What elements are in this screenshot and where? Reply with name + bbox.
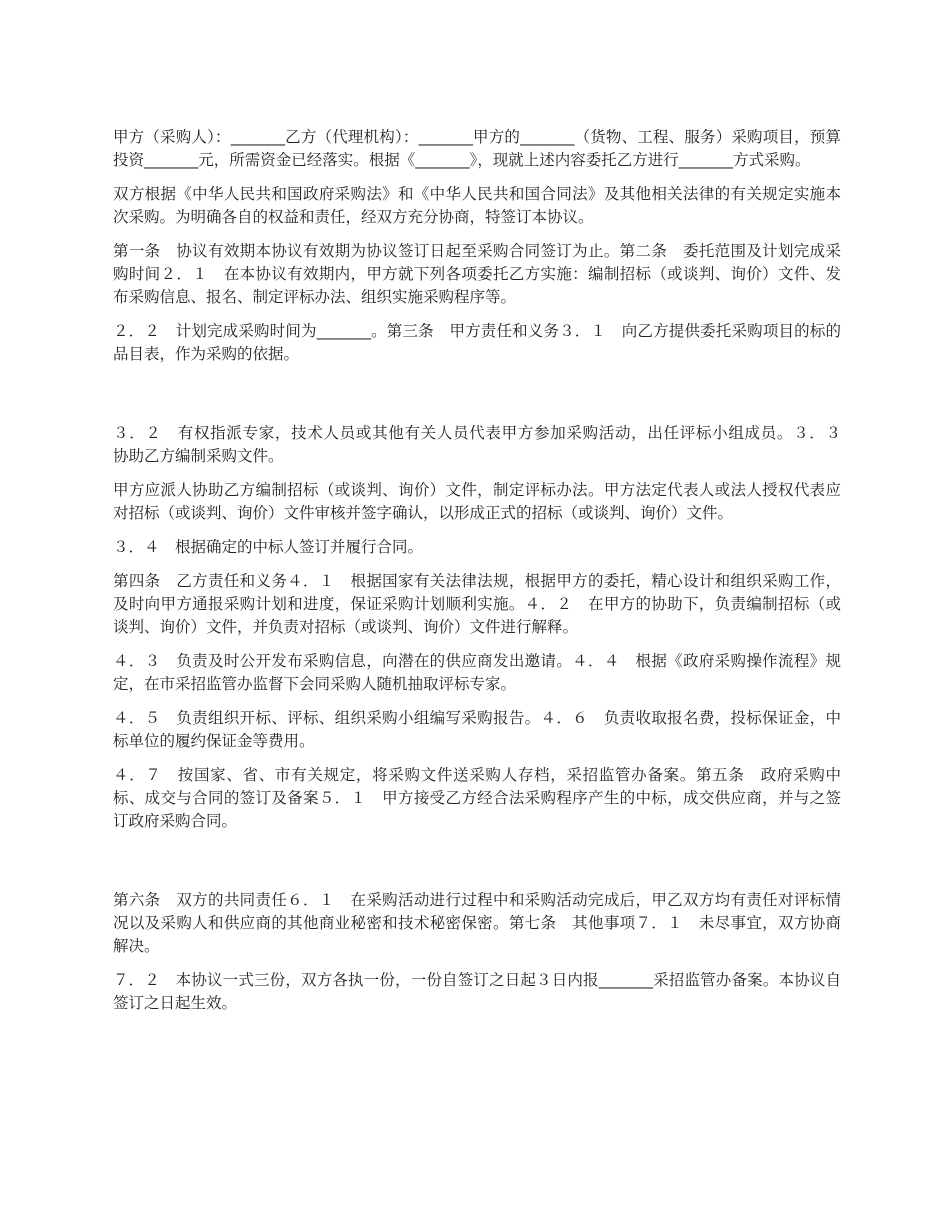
paragraph-article-6-7: 第六条 双方的共同责任６．１ 在采购活动进行过程中和采购活动完成后，甲乙双方均有责任对评标情况以及采购人和供应商的其他商业秘密和技术秘密保密。第七条 其他事项７．１ 未尽事宜，双方协商解决。 bbox=[113, 891, 841, 955]
paragraph-article-3-1: ２．２ 计划完成采购时间为_______。第三条 甲方责任和义务３．１ 向乙方提供委托采购项目的标的品目表，作为采购的依据。 bbox=[113, 322, 841, 363]
paragraph-article-4-3: ４．３ 负责及时公开发布采购信息，向潜在的供应商发出邀请。４．４ 根据《政府采购操作流程》规定，在市采招监管办监督下会同采购人随机抽取评标专家。 bbox=[113, 652, 841, 693]
paragraph-article-4-7: ４．７ 按国家、省、市有关规定，将采购文件送采购人存档，采招监管办备案。第五条 政府采购中标、成交与合同的签订及备案５．１ 甲方接受乙方经合法采购程序产生的中标，成交供应商，并与之签订政府采购合同。 bbox=[113, 766, 841, 830]
paragraph-article-3-2: ３．２ 有权指派专家，技术人员或其他有关人员代表甲方参加采购活动，出任评标小组成员。３．３ 协助乙方编制采购文件。 bbox=[113, 424, 857, 465]
paragraph-parties: 甲方（采购人）：_______乙方（代理机构）：_______甲方的_______（货物、工程、服务）采购项目，预算投资_______元，所需资金已经落实。根据《_______》，现就上述内容委托乙方进行_______方式采购。 bbox=[113, 128, 841, 169]
paragraph-article-1-2: 第一条 协议有效期本协议有效期为协议签订日起至采购合同签订为止。第二条 委托范围及计划完成采购时间２．１ 在本协议有效期内，甲方就下列各项委托乙方实施：编制招标（或谈判、询价）文件、发布采购信息、报名、制定评标办法、组织实施采购程序等。 bbox=[113, 242, 841, 306]
paragraph-article-7-2: ７．２ 本协议一式三份，双方各执一份，一份自签订之日起３日内报_______采招监管办备案。本协议自签订之日起生效。 bbox=[113, 971, 841, 1012]
paragraph-article-3-4: ３．４ 根据确定的中标人签订并履行合同。 bbox=[113, 538, 424, 556]
paragraph-party-a-review: 甲方应派人协助乙方编制招标（或谈判、询价）文件，制定评标办法。甲方法定代表人或法人授权代表应对招标（或谈判、询价）文件审核并签字确认，以形成正式的招标（或谈判、询价）文件。 bbox=[113, 481, 841, 522]
document-body bbox=[113, 126, 857, 1026]
paragraph-article-4: 第四条 乙方责任和义务４．１ 根据国家有关法律法规，根据甲方的委托，精心设计和组织采购工作，及时向甲方通报采购计划和进度，保证采购计划顺利实施。４．２ 在甲方的协助下，负责编制招标（或谈判、询价）文件，并负责对招标（或谈判、询价）文件进行解释。 bbox=[113, 572, 841, 636]
paragraph-article-4-5: ４．５ 负责组织开标、评标、组织采购小组编写采购报告。４．６ 负责收取报名费，投标保证金，中标单位的履约保证金等费用。 bbox=[113, 709, 841, 750]
paragraph-legal-basis: 双方根据《中华人民共和国政府采购法》和《中华人民共和国合同法》及其他相关法律的有关规定实施本次采购。为明确各自的权益和责任，经双方充分协商，特签订本协议。 bbox=[113, 185, 841, 226]
